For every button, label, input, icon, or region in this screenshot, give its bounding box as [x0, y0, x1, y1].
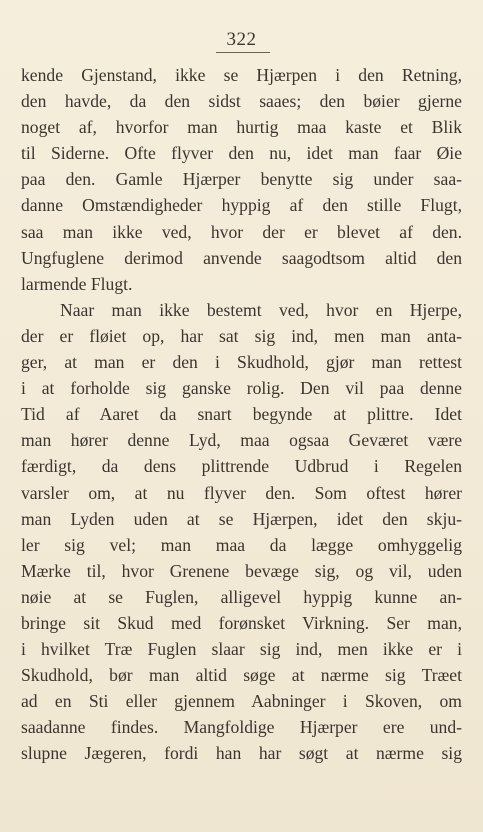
text-line: i hvilket Træ Fuglen slaar sig ind, men ikke er i	[21, 639, 462, 660]
text-line: Ungfuglene derimod anvende saagodtsom altid den	[21, 247, 462, 268]
text-line: ler sig vel; man maa da lægge omhyggelig	[21, 534, 462, 555]
text-line: Naar man ikke bestemt ved, hvor en Hjerpe,	[60, 299, 462, 320]
text-line: paa den. Gamle Hjærper benytte sig under saa-	[21, 169, 462, 190]
text-line: bringe sit Skud med forønsket Virkning. Ser man,	[21, 612, 462, 633]
text-line: Skudhold, bør man altid søge at nærme sig Træet	[21, 665, 462, 686]
text-line: man Lyden uden at se Hjærpen, idet den skju-	[21, 508, 462, 529]
text-line: saa man ikke ved, hvor der er blevet af den.	[21, 221, 462, 242]
text-line: ger, at man er den i Skudhold, gjør man rettest	[21, 352, 462, 373]
page-number: 322	[226, 29, 257, 50]
text-line: færdigt, da dens plittrende Udbrud i Regelen	[21, 456, 462, 477]
text-line: Tid af Aaret da snart begynde at plittre. Idet	[21, 404, 462, 425]
text-line: larmende Flugt.	[21, 273, 133, 294]
text-line: kende Gjenstand, ikke se Hjærpen i den Retning,	[21, 65, 462, 85]
text-line: den havde, da den sidst saaes; den bøier gjerne	[21, 91, 462, 112]
text-line: slupne Jægeren, fordi han har søgt at nærme sig	[21, 743, 462, 764]
page-number-rule	[216, 52, 270, 53]
text-line: nøie at se Fuglen, alligevel hyppig kunne an-	[21, 586, 462, 607]
text-line: til Siderne. Ofte flyver den nu, idet man faar Øie	[21, 143, 462, 164]
text-line: Mærke til, hvor Grenene bevæge sig, og vil, uden	[21, 560, 462, 581]
text-line: varsler om, at nu flyver den. Som oftest hører	[21, 482, 462, 503]
body-text	[21, 62, 462, 767]
text-line: danne Omstændigheder hyppig af den stille Flugt,	[21, 195, 462, 216]
text-line: man hører denne Lyd, maa ogsaa Geværet være	[21, 430, 462, 451]
text-line: saadanne findes. Mangfoldige Hjærper ere und-	[21, 717, 462, 738]
text-line: ad en Sti eller gjennem Aabninger i Skoven, om	[21, 691, 462, 712]
text-line: der er fløiet op, har sat sig ind, men man anta-	[21, 325, 462, 346]
text-line: i at forholde sig ganske rolig. Den vil paa denne	[21, 378, 462, 399]
text-line: noget af, hvorfor man hurtig maa kaste et Blik	[21, 117, 462, 138]
